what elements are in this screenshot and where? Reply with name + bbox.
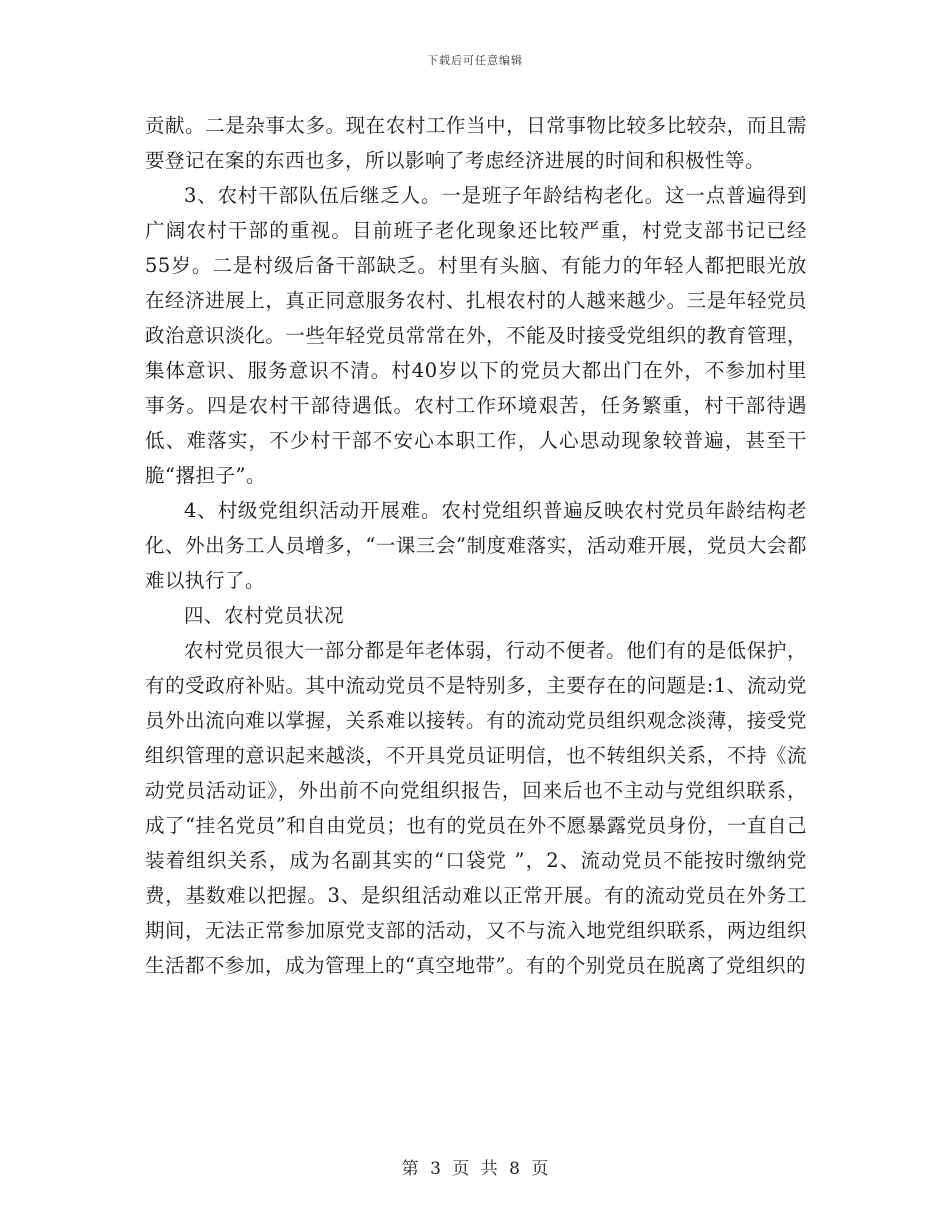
paragraph-party-members: 农村党员很大一部分都是年老体弱，行动不便者。他们有的是低保护，有的受政府补贴。其中流动党员不是特别多，主要存在的问题是:1、流动党员外出流向难以掌握，关系难以接转。有的流动党员组织观念淡薄，接受党组织管理的意识起来越淡，不开具党员证明信，也不转组织关系，不持《流动党员活动证》，外出前不向党组织报告，回来后也不主动与党组织联系，成了“挂名党员”和自由党员；也有的党员在外不愿暴露党员身份，一直自己装着组织关系，成为名副其实的“口袋党 ”，2、流动党员不能按时缴纳党费，基数难以把握。3、是织组活动难以正常开展。有的流动党员在外务工期间，无法正常参加原党支部的活动，又不与流入地党组织联系，两边组织生活都不参加，成为管理上的“真空地带”。有的个别党员在脱离了党组织的 (145, 639, 807, 977)
section-heading-4: 四、农村党员状况 (184, 604, 345, 627)
paragraph-item-3: 3、农村干部队伍后继乏人。一是班子年龄结构老化。这一点普遍得到广阔农村干部的重视。目前班子老化现象还比较严重，村党支部书记已经55岁。二是村级后备干部缺乏。村里有头脑、有能力的年轻人都把眼光放在经济进展上，真正同意服务农村、扎根农村的人越来越少。三是年轻党员政治意识淡化。一些年轻党员常常在外，不能及时接受党组织的教育管理，集体意识、服务意识不清。村40岁以下的党员大都出门在外，不参加村里事务。四是农村干部待遇低。农村工作环境艰苦，任务繁重，村干部待遇低、难落实，不少村干部不安心本职工作，人心思动现象较普遍，甚至干脆“撂担子”。 (145, 184, 807, 487)
document-body (145, 108, 807, 983)
paragraph-item-4: 4、村级党组织活动开展难。农村党组织普遍反映农村党员年龄结构老化、外出务工人员增多，“一课三会”制度难落实，活动难开展，党员大会都难以执行了。 (145, 499, 807, 592)
page-number-footer: 第 3 页 共 8 页 (401, 1159, 549, 1179)
paragraph-continuation: 贡献。二是杂事太多。现在农村工作当中，日常事物比较多比较杂，而且需要登记在案的东西也多，所以影响了考虑经济进展的时间和积极性等。 (145, 114, 807, 172)
page-header: 下载后可任意编辑 (427, 54, 523, 67)
